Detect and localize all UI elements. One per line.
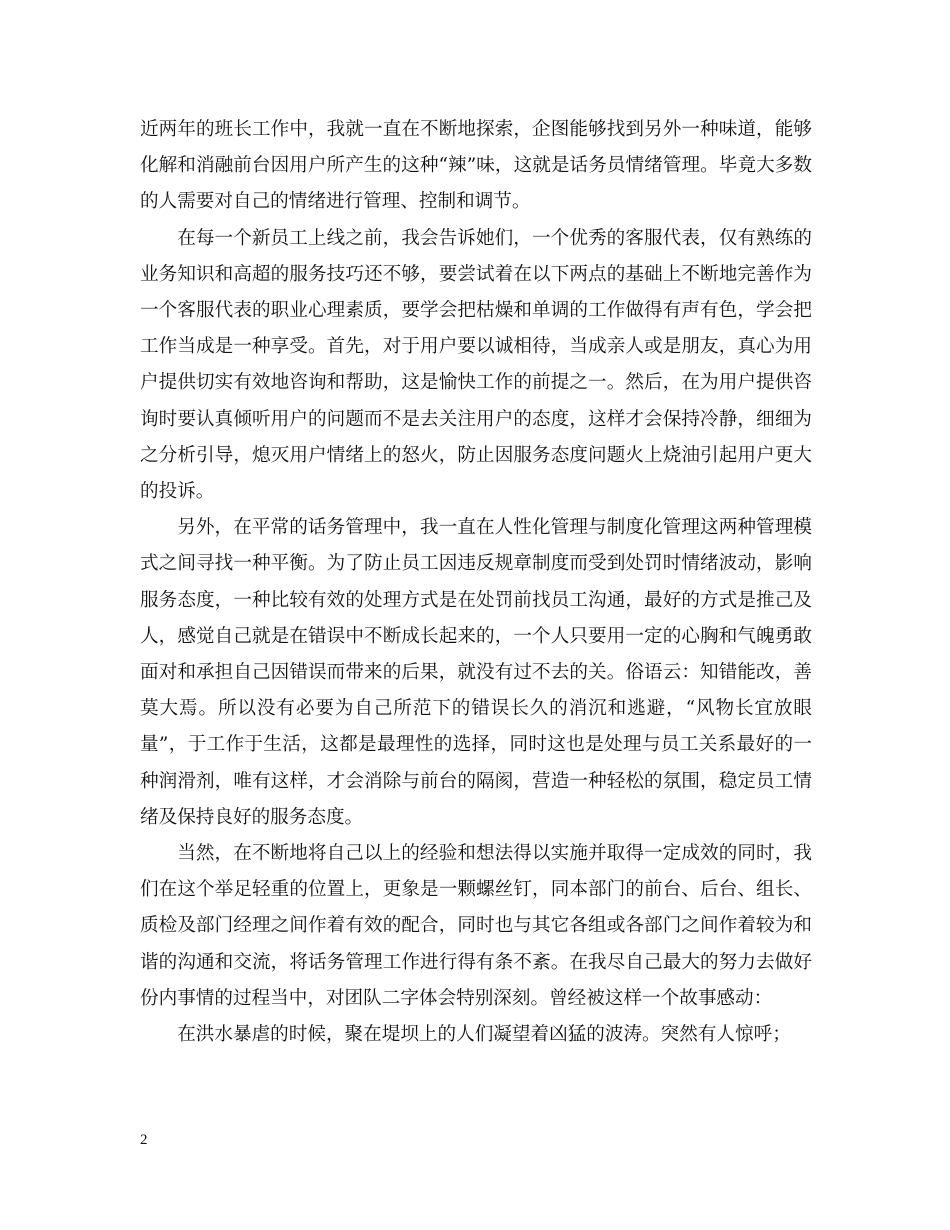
paragraph-4: 当然，在不断地将自己以上的经验和想法得以实施并取得一定成效的同时，我们在这个举足轻重的位置上，更象是一颗螺丝钉，同本部门的前台、后台、组长、质检及部门经理之间作着有效的配合，同时也与其它各组或各部门之间作着较为和谐的沟通和交流，将话务管理工作进行得有条不紊。在我尽自己最大的努力去做好份内事情的过程当中，对团队二字体会特别深刻。曾经被这样一个故事感动： — [140, 843, 812, 1009]
paragraph-3: 另外，在平常的话务管理中，我一直在人性化管理与制度化管理这两种管理模式之间寻找一种平衡。为了防止员工因违反规章制度而受到处罚时情绪波动，影响服务态度，一种比较有效的处理方式是在处罚前找员工沟通，最好的方式是推己及人，感觉自己就是在错误中不断成长起来的，一个人只要用一定的心胸和气魄勇敢面对和承担自己因错误而带来的后果，就没有过不去的关。俗语云：知错能改，善莫大焉。所以没有必要为自己所范下的错误长久的消沉和逃避，“风物长宜放眼量”，于工作于生活，这都是最理性的选择，同时这也是处理与员工关系最好的一种润滑剂，唯有这样，才会消除与前台的隔阂，营造一种轻松的氛围，稳定员工情绪及保持良好的服务态度。 — [140, 517, 812, 828]
page-number: 2 — [140, 1132, 148, 1148]
paragraph-5: 在洪水暴虐的时候，聚在堤坝上的人们凝望着凶猛的波涛。突然有人惊呼； — [177, 1024, 791, 1046]
paragraph-1: 近两年的班长工作中，我就一直在不断地探索，企图能够找到另外一种味道，能够化解和消融前台因用户所产生的这种“辣”味，这就是话务员情绪管理。毕竟大多数的人需要对自己的情绪进行管理、控制和调节。 — [140, 119, 812, 213]
paragraph-2: 在每一个新员工上线之前，我会告诉她们，一个优秀的客服代表，仅有熟练的业务知识和高超的服务技巧还不够，要尝试着在以下两点的基础上不断地完善作为一个客服代表的职业心理素质，要学会把枯燥和单调的工作做得有声有色，学会把工作当成是一种享受。首先，对于用户要以诚相待，当成亲人或是朋友，真心为用户提供切实有效地咨询和帮助，这是愉快工作的前提之一。然后，在为用户提供咨询时要认真倾听用户的问题而不是去关注用户的态度，这样才会保持冷静，细细为之分析引导，熄灭用户情绪上的怒火，防止因服务态度问题火上烧油引起用户更大的投诉。 — [140, 227, 812, 503]
document-body — [140, 112, 812, 1053]
